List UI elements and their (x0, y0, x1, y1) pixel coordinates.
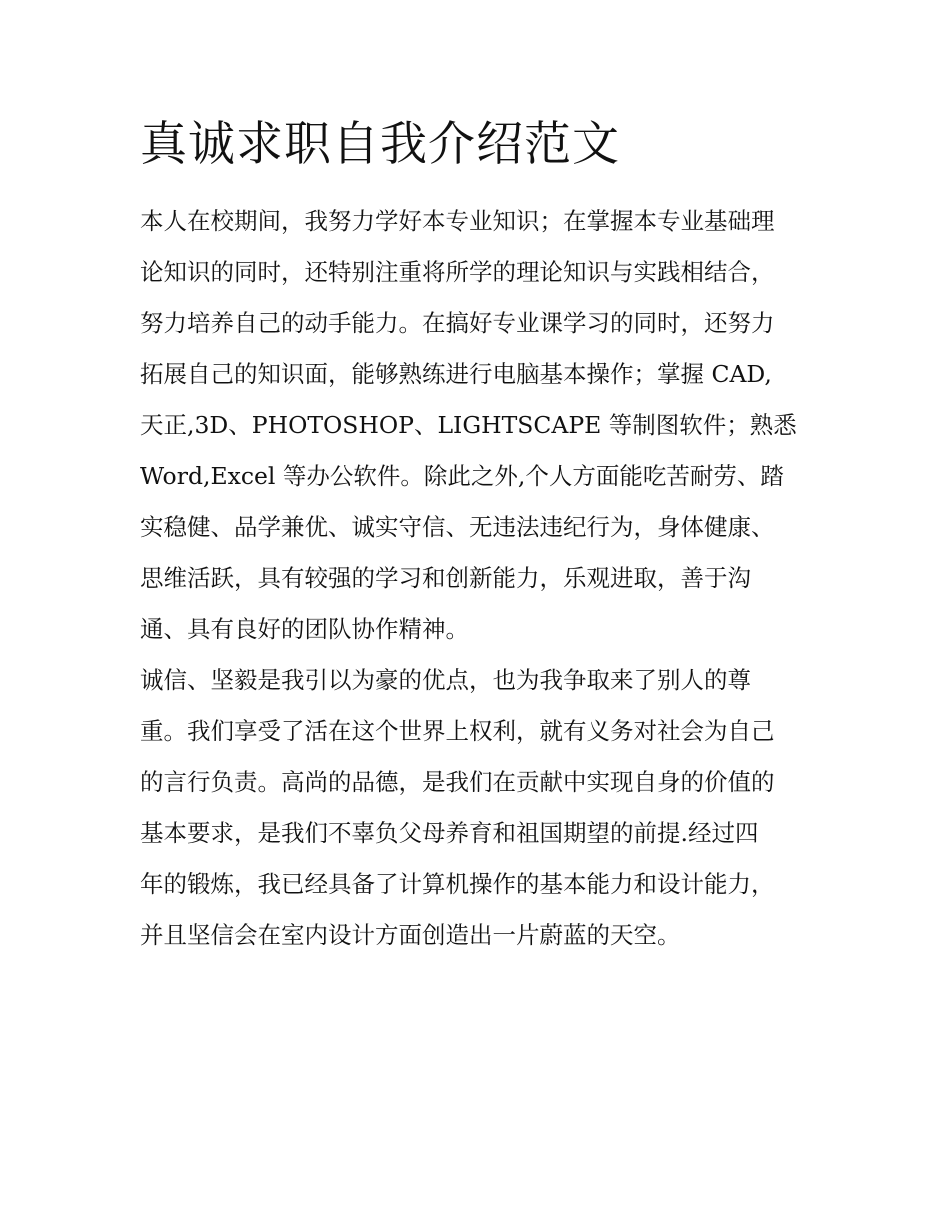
text-line: Word,Excel 等办公软件。除此之外,个人方面能吃苦耐劳、踏 (140, 462, 784, 490)
document-body (140, 196, 820, 961)
text-line: 思维活跃，具有较强的学习和创新能力，乐观进取，善于沟 (140, 564, 751, 592)
text-line: 努力培养自己的动手能力。在搞好专业课学习的同时，还努力 (140, 309, 775, 337)
text-line: 并且坚信会在室内设计方面创造出一片蔚蓝的天空。 (140, 921, 681, 949)
text-line: 重。我们享受了活在这个世界上权利，就有义务对社会为自己 (140, 717, 775, 745)
text-line: 天正,3D、PHOTOSHOP、LIGHTSCAPE 等制图软件；熟悉 (140, 411, 797, 439)
paragraph-integrity (140, 655, 820, 961)
text-line: 拓展自己的知识面，能够熟练进行电脑基本操作；掌握 CAD, (140, 360, 772, 388)
text-line: 基本要求，是我们不辜负父母养育和祖国期望的前提.经过四 (140, 819, 759, 847)
text-line: 论知识的同时，还特别注重将所学的理论知识与实践相结合， (140, 258, 775, 286)
text-line: 通、具有良好的团队协作精神。 (140, 615, 469, 643)
text-line: 的言行负责。高尚的品德，是我们在贡献中实现自身的价值的 (140, 768, 775, 796)
text-line: 年的锻炼，我已经具备了计算机操作的基本能力和设计能力， (140, 870, 775, 898)
text-line: 实稳健、品学兼优、诚实守信、无违法违纪行为，身体健康、 (140, 513, 775, 541)
text-line: 本人在校期间，我努力学好本专业知识；在掌握本专业基础理 (140, 207, 775, 235)
paragraph-self-intro (140, 196, 820, 655)
document-title: 真诚求职自我介绍范文 (140, 117, 620, 172)
text-line: 诚信、坚毅是我引以为豪的优点，也为我争取来了别人的尊 (140, 666, 751, 694)
